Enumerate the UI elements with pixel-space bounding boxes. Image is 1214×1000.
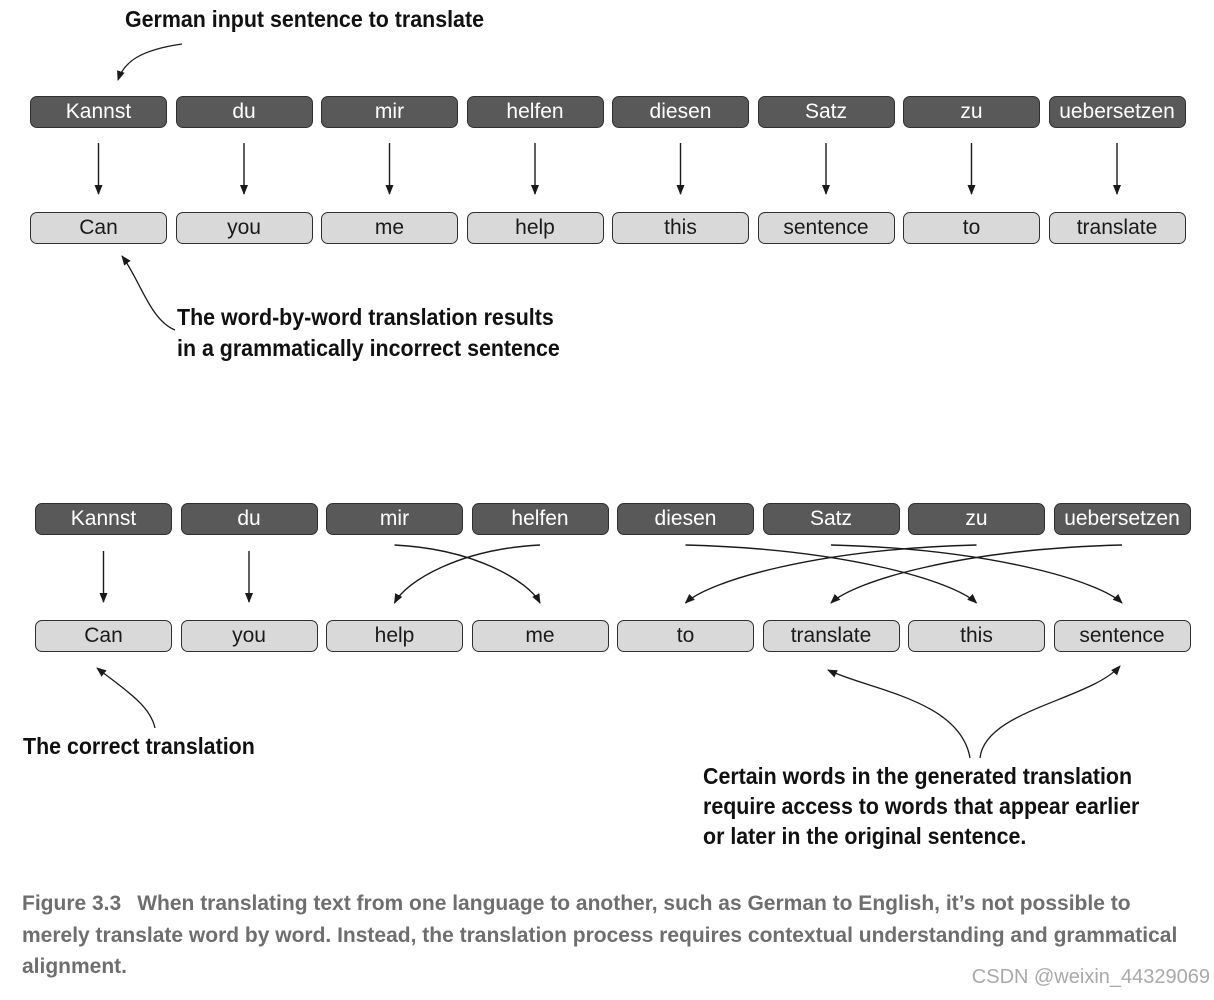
english-token-bottom-to: to	[617, 620, 754, 652]
german-token-bottom-diesen: diesen	[617, 503, 754, 535]
english-token-top-translate: translate	[1049, 212, 1186, 244]
bottom-mapping-arrows	[104, 545, 1123, 603]
german-token-top-du: du	[176, 96, 313, 128]
callout-arrow-context-left	[828, 670, 970, 758]
german-token-top-kannst: Kannst	[30, 96, 167, 128]
mapping-arrow-bottom-3	[395, 545, 541, 603]
german-token-bottom-uebersetzen: uebersetzen	[1054, 503, 1191, 535]
english-token-bottom-you: you	[181, 620, 318, 652]
german-token-top-mir: mir	[321, 96, 458, 128]
english-token-top-sentence: sentence	[758, 212, 895, 244]
german-token-bottom-zu: zu	[908, 503, 1045, 535]
english-token-top-help: help	[467, 212, 604, 244]
annotation-word-by-word: The word-by-word translation results in a grammatically incorrect sentence	[177, 304, 560, 361]
mapping-arrow-bottom-4	[686, 545, 977, 603]
german-token-top-satz: Satz	[758, 96, 895, 128]
annotation-input-sentence: German input sentence to translate	[125, 6, 484, 32]
caption-text: When translating text from one language to another, such as German to English, it’s not possible to merely translate word by word. Instead, the translation process requires contextual understanding and grammatical alignment.	[22, 892, 1178, 978]
top-mapping-arrows	[99, 143, 1118, 194]
annotation-context-access: Certain words in the generated translation require access to words that appear earlier or later in the original sentence.	[703, 763, 1140, 849]
german-token-bottom-du: du	[181, 503, 318, 535]
german-token-top-uebersetzen: uebersetzen	[1049, 96, 1186, 128]
english-token-top-this: this	[612, 212, 749, 244]
english-token-bottom-this: this	[908, 620, 1045, 652]
mapping-arrow-bottom-5	[831, 545, 1122, 603]
callout-arrow-context-right	[980, 666, 1120, 758]
german-token-top-helfen: helfen	[467, 96, 604, 128]
mapping-arrow-bottom-6	[686, 545, 977, 603]
callout-arrow-result	[122, 256, 175, 330]
english-token-bottom-can: Can	[35, 620, 172, 652]
annotation-correct-translation: The correct translation	[23, 733, 255, 759]
callout-arrow-correct	[97, 668, 155, 728]
english-token-top-to: to	[903, 212, 1040, 244]
english-token-top-me: me	[321, 212, 458, 244]
german-token-top-zu: zu	[903, 96, 1040, 128]
mapping-arrow-bottom-2	[395, 545, 541, 603]
english-token-top-you: you	[176, 212, 313, 244]
callout-arrow-input	[118, 44, 182, 80]
english-token-bottom-help: help	[326, 620, 463, 652]
german-token-bottom-satz: Satz	[763, 503, 900, 535]
english-token-bottom-translate: translate	[763, 620, 900, 652]
english-token-bottom-me: me	[472, 620, 609, 652]
english-token-bottom-sentence: sentence	[1054, 620, 1191, 652]
caption-label: Figure 3.3	[22, 892, 122, 915]
german-token-bottom-kannst: Kannst	[35, 503, 172, 535]
german-token-bottom-helfen: helfen	[472, 503, 609, 535]
german-token-top-diesen: diesen	[612, 96, 749, 128]
mapping-arrow-bottom-7	[831, 545, 1122, 603]
watermark: CSDN @weixin_44329069	[971, 966, 1210, 988]
english-token-top-can: Can	[30, 212, 167, 244]
german-token-bottom-mir: mir	[326, 503, 463, 535]
